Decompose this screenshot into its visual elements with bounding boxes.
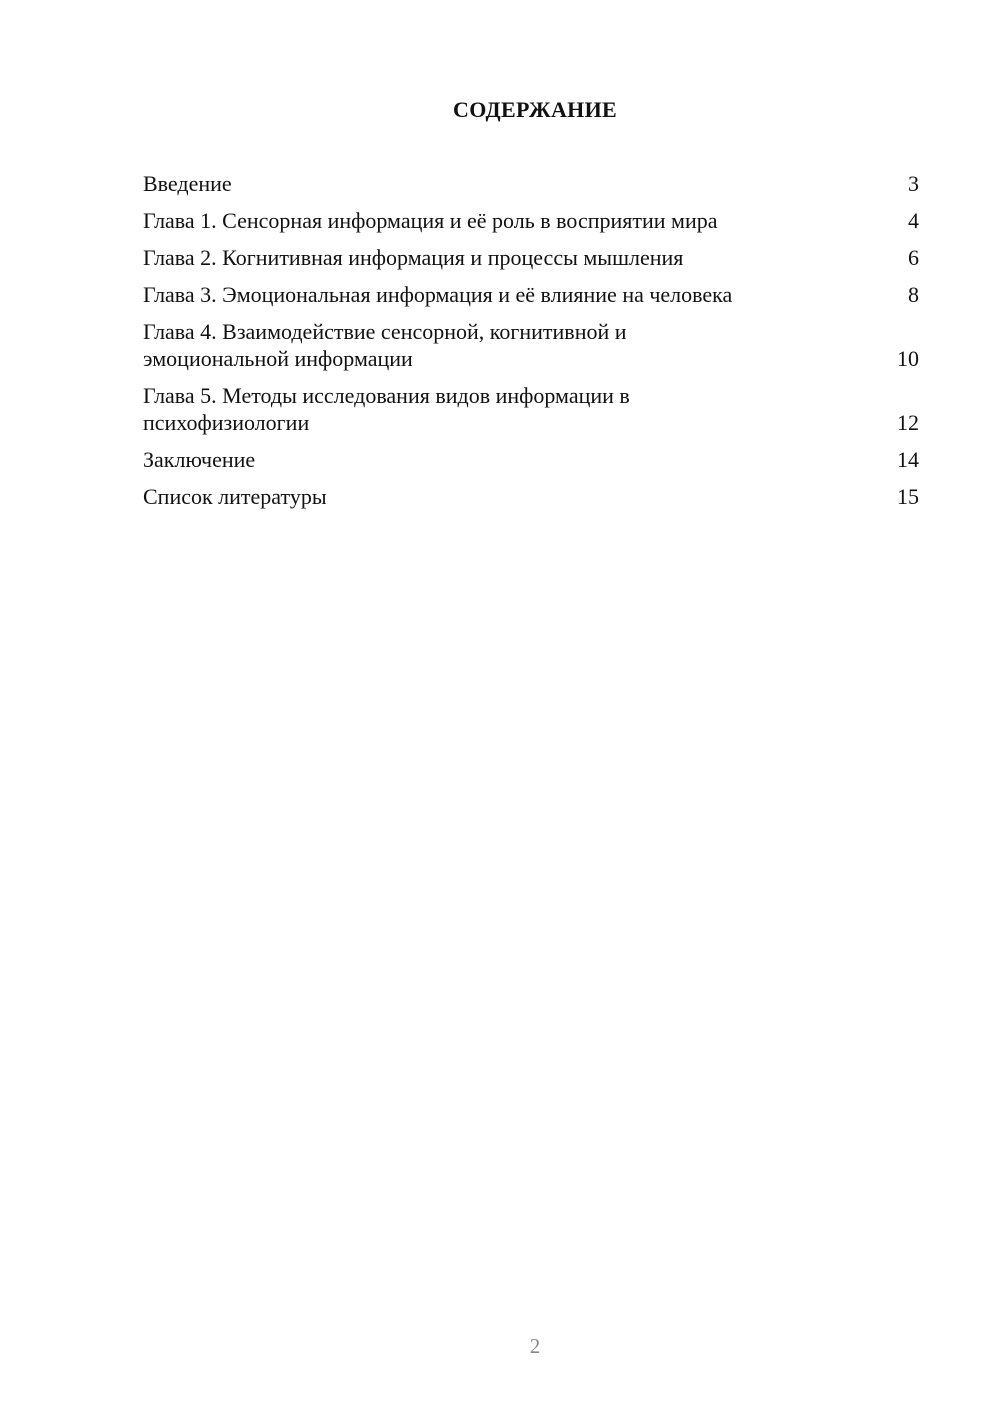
toc-entry-line: эмоциональной информации bbox=[143, 346, 413, 371]
toc-entry-line: Глава 4. Взаимодействие сенсорной, когнитивной и bbox=[143, 319, 627, 344]
toc-entry-title bbox=[143, 244, 919, 271]
toc-entry-page: 8 bbox=[908, 282, 919, 307]
toc-entry-chapter-2 bbox=[143, 244, 919, 271]
toc-entry-page: 3 bbox=[908, 171, 919, 196]
table-of-contents bbox=[143, 170, 919, 520]
toc-entry-title bbox=[143, 207, 919, 234]
toc-entry-chapter-5 bbox=[143, 382, 919, 436]
toc-entry-page: 14 bbox=[897, 447, 919, 472]
toc-entry-title bbox=[143, 446, 919, 473]
toc-entry-line: Введение bbox=[143, 171, 232, 196]
toc-entry-line: психофизиологии bbox=[143, 410, 310, 435]
toc-entry-title bbox=[143, 281, 919, 308]
toc-entry-page: 10 bbox=[897, 346, 919, 371]
toc-entry-introduction bbox=[143, 170, 919, 197]
toc-entry-page: 12 bbox=[897, 410, 919, 435]
toc-entry-page: 4 bbox=[908, 208, 919, 233]
toc-entry-line: Заключение bbox=[143, 447, 256, 472]
page-number: 2 bbox=[529, 1334, 541, 1358]
toc-entry-line: Глава 1. Сенсорная информация и её роль в восприятии мира bbox=[143, 208, 718, 233]
toc-entry-title bbox=[143, 318, 919, 372]
toc-entry-title bbox=[143, 382, 919, 436]
toc-entry-line: Глава 5. Методы исследования видов информации в bbox=[143, 383, 630, 408]
toc-entry-chapter-4 bbox=[143, 318, 919, 372]
toc-entry-page: 6 bbox=[908, 245, 919, 270]
toc-entry-page: 15 bbox=[897, 484, 919, 509]
toc-entry-title bbox=[143, 170, 919, 197]
toc-entry-line: Глава 3. Эмоциональная информация и её влияние на человека bbox=[143, 282, 733, 307]
toc-entry-line: Список литературы bbox=[143, 484, 327, 509]
toc-entry-chapter-3 bbox=[143, 281, 919, 308]
toc-entry-references bbox=[143, 483, 919, 510]
toc-entry-title bbox=[143, 483, 919, 510]
page-title: СОДЕРЖАНИЕ bbox=[453, 97, 617, 122]
toc-entry-chapter-1 bbox=[143, 207, 919, 234]
toc-entry-conclusion bbox=[143, 446, 919, 473]
toc-entry-line: Глава 2. Когнитивная информация и процессы мышления bbox=[143, 245, 684, 270]
